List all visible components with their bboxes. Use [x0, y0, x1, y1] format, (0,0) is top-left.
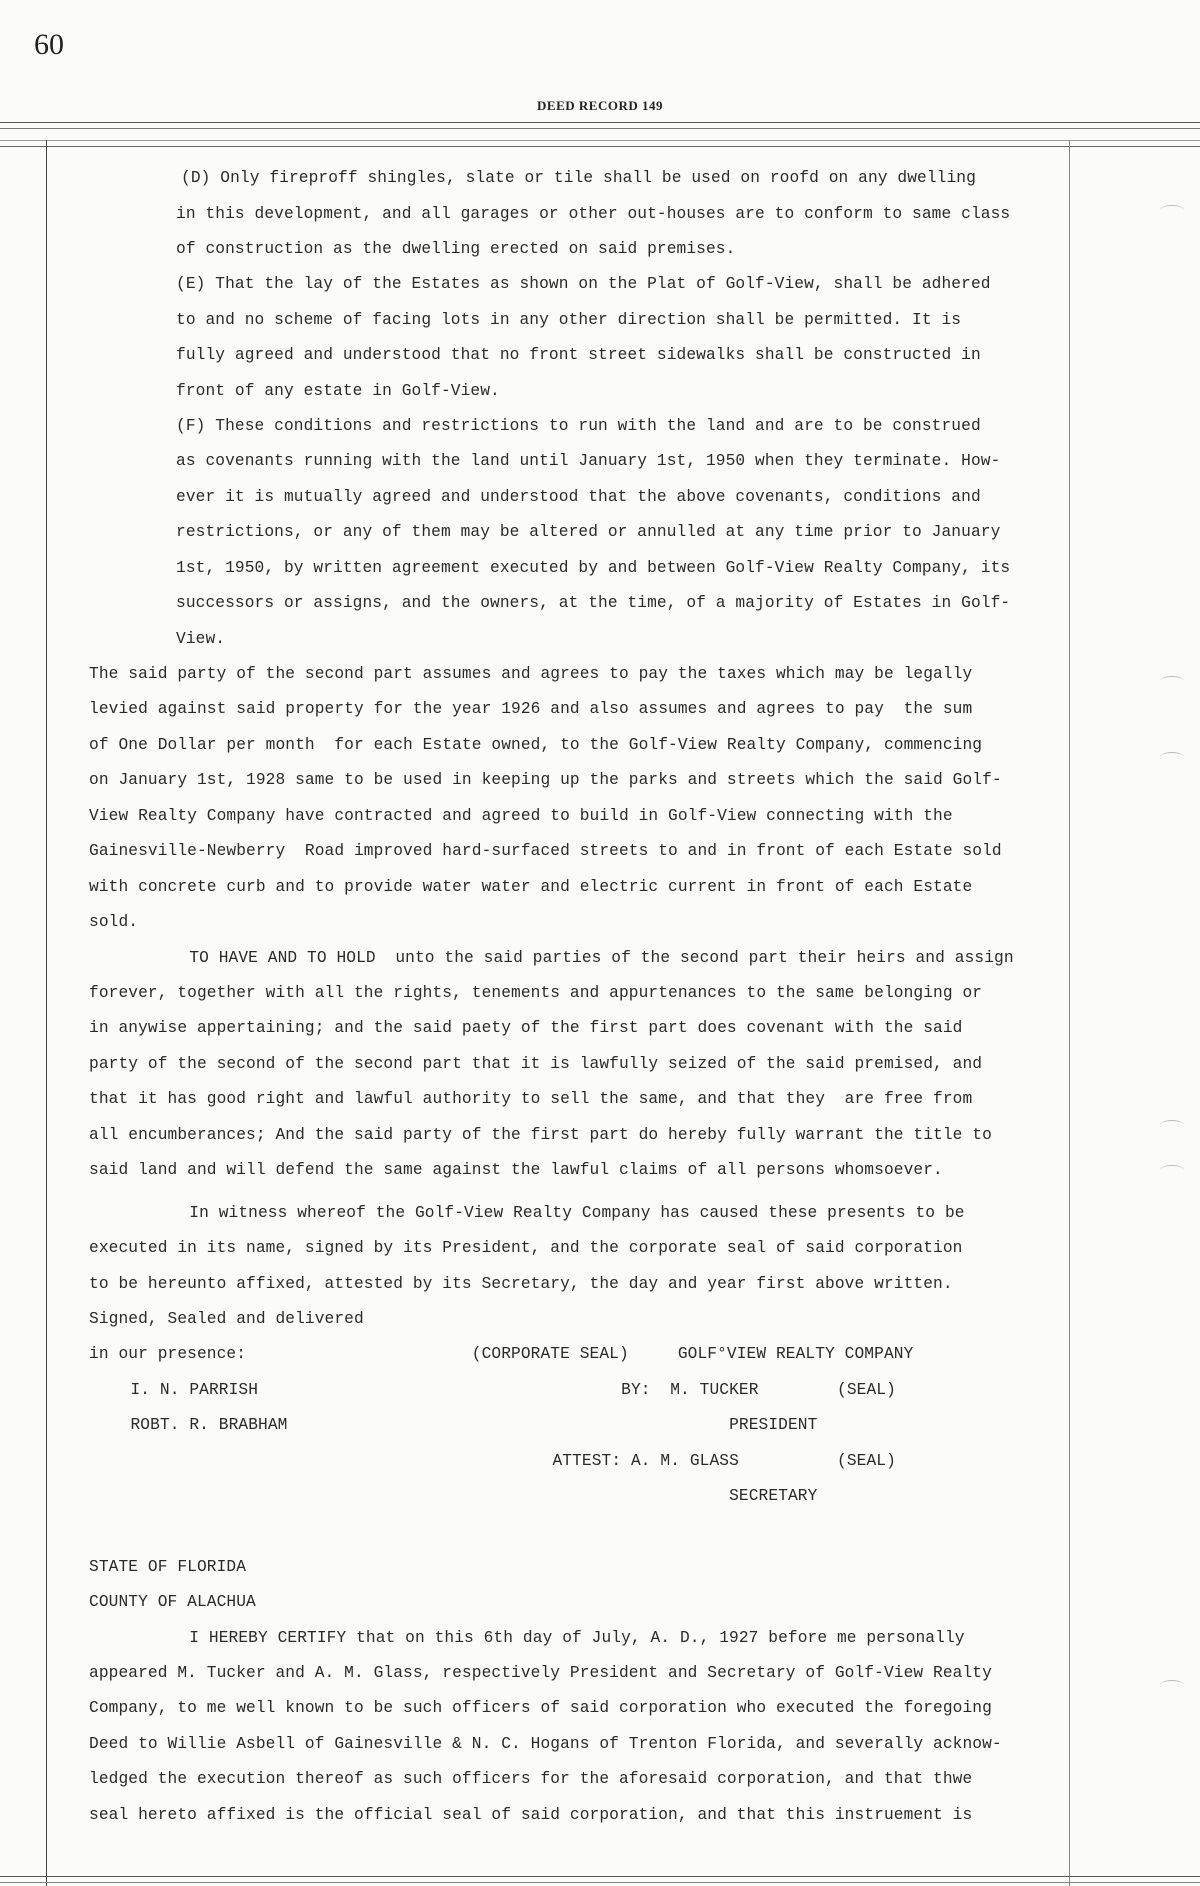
- deed-line: to be hereunto affixed, attested by its Secretary, the day and year first above written.: [89, 1275, 953, 1293]
- signature-line: in our presence: (CORPORATE SEAL) GOLF°VIEW REALTY COMPANY: [89, 1345, 914, 1363]
- deed-line: (D) Only fireproff shingles, slate or tile shall be used on roofd on any dwelling: [181, 169, 976, 187]
- signature-line: I. N. PARRISH BY: M. TUCKER (SEAL): [101, 1381, 896, 1399]
- signature-line: SECRETARY: [101, 1487, 818, 1505]
- deed-line: appeared M. Tucker and A. M. Glass, respectively President and Secretary of Golf-View Realty: [89, 1664, 992, 1682]
- signature-line: ATTEST: A. M. GLASS (SEAL): [101, 1452, 896, 1470]
- deed-line: In witness whereof the Golf-View Realty Company has caused these presents to be: [150, 1204, 965, 1222]
- deed-line: ledged the execution thereof as such officers for the aforesaid corporation, and that thwe: [89, 1770, 973, 1788]
- deed-line: with concrete curb and to provide water water and electric current in front of each Estate: [89, 878, 973, 896]
- deed-line: executed in its name, signed by its President, and the corporate seal of said corporation: [89, 1239, 963, 1257]
- deed-line: of construction as the dwelling erected on said premises.: [176, 240, 736, 258]
- deed-line: STATE OF FLORIDA: [89, 1558, 247, 1576]
- signature-line: ROBT. R. BRABHAM PRESIDENT: [101, 1416, 818, 1434]
- deed-line: all encumberances; And the said party of the first part do hereby fully warrant the title to: [89, 1126, 992, 1144]
- deed-line: of One Dollar per month for each Estate owned, to the Golf-View Realty Company, commencing: [89, 736, 983, 754]
- deed-line: Signed, Sealed and delivered: [89, 1310, 364, 1328]
- deed-line: levied against said property for the year 1926 and also assumes and agrees to pay the sum: [89, 700, 973, 718]
- deed-line: said land and will defend the same against the lawful claims of all persons whomsoever.: [89, 1161, 943, 1179]
- deed-line: restrictions, or any of them may be altered or annulled at any time prior to January: [176, 523, 1001, 541]
- deed-line: View Realty Company have contracted and agreed to build in Golf-View connecting with the: [89, 807, 953, 825]
- deed-line: that it has good right and lawful authority to sell the same, and that they are free from: [89, 1090, 973, 1108]
- deed-line: front of any estate in Golf-View.: [176, 382, 500, 400]
- deed-line: to and no scheme of facing lots in any other direction shall be permitted. It is: [176, 311, 962, 329]
- record-header: DEED RECORD 149: [537, 98, 663, 113]
- deed-line: party of the second of the second part that it is lawfully seized of the said premised, and: [89, 1055, 983, 1073]
- deed-line: seal hereto affixed is the official seal of said corporation, and that this instruement is: [89, 1806, 973, 1824]
- deed-line: Company, to me well known to be such officers of said corporation who executed the foregoing: [89, 1699, 992, 1717]
- deed-line: as covenants running with the land until January 1st, 1950 when they terminate. How-: [176, 452, 1001, 470]
- deed-line: successors or assigns, and the owners, at the time, of a majority of Estates in Golf-: [176, 594, 1011, 612]
- deed-line: in anywise appertaining; and the said paety of the first part does covenant with the said: [89, 1019, 963, 1037]
- deed-line: (F) These conditions and restrictions to run with the land and are to be construed: [176, 417, 981, 435]
- deed-line: on January 1st, 1928 same to be used in keeping up the parks and streets which the said Golf-: [89, 771, 1002, 789]
- deed-line: forever, together with all the rights, tenements and appurtenances to the same belonging or: [89, 984, 983, 1002]
- deed-line: in this development, and all garages or other out-houses are to conform to same class: [176, 205, 1011, 223]
- deed-line: ever it is mutually agreed and understood that the above covenants, conditions and: [176, 488, 981, 506]
- deed-line: I HEREBY CERTIFY that on this 6th day of July, A. D., 1927 before me personally: [150, 1629, 965, 1647]
- deed-line: TO HAVE AND TO HOLD unto the said parties of the second part their heirs and assign: [150, 949, 1014, 967]
- deed-line: Gainesville-Newberry Road improved hard-surfaced streets to and in front of each Estate sold: [89, 842, 1002, 860]
- deed-line: (E) That the lay of the Estates as shown on the Plat of Golf-View, shall be adhered: [176, 275, 991, 293]
- deed-line: Deed to Willie Asbell of Gainesville & N. C. Hogans of Trenton Florida, and severally acknow-: [89, 1735, 1002, 1753]
- deed-line: 1st, 1950, by written agreement executed by and between Golf-View Realty Company, its: [176, 559, 1011, 577]
- page-number: 60: [34, 28, 64, 61]
- deed-line: COUNTY OF ALACHUA: [89, 1593, 256, 1611]
- deed-line: fully agreed and understood that no front street sidewalks shall be constructed in: [176, 346, 981, 364]
- deed-line: The said party of the second part assumes and agrees to pay the taxes which may be legally: [89, 665, 973, 683]
- deed-line: View.: [176, 630, 226, 648]
- deed-line: sold.: [89, 913, 139, 931]
